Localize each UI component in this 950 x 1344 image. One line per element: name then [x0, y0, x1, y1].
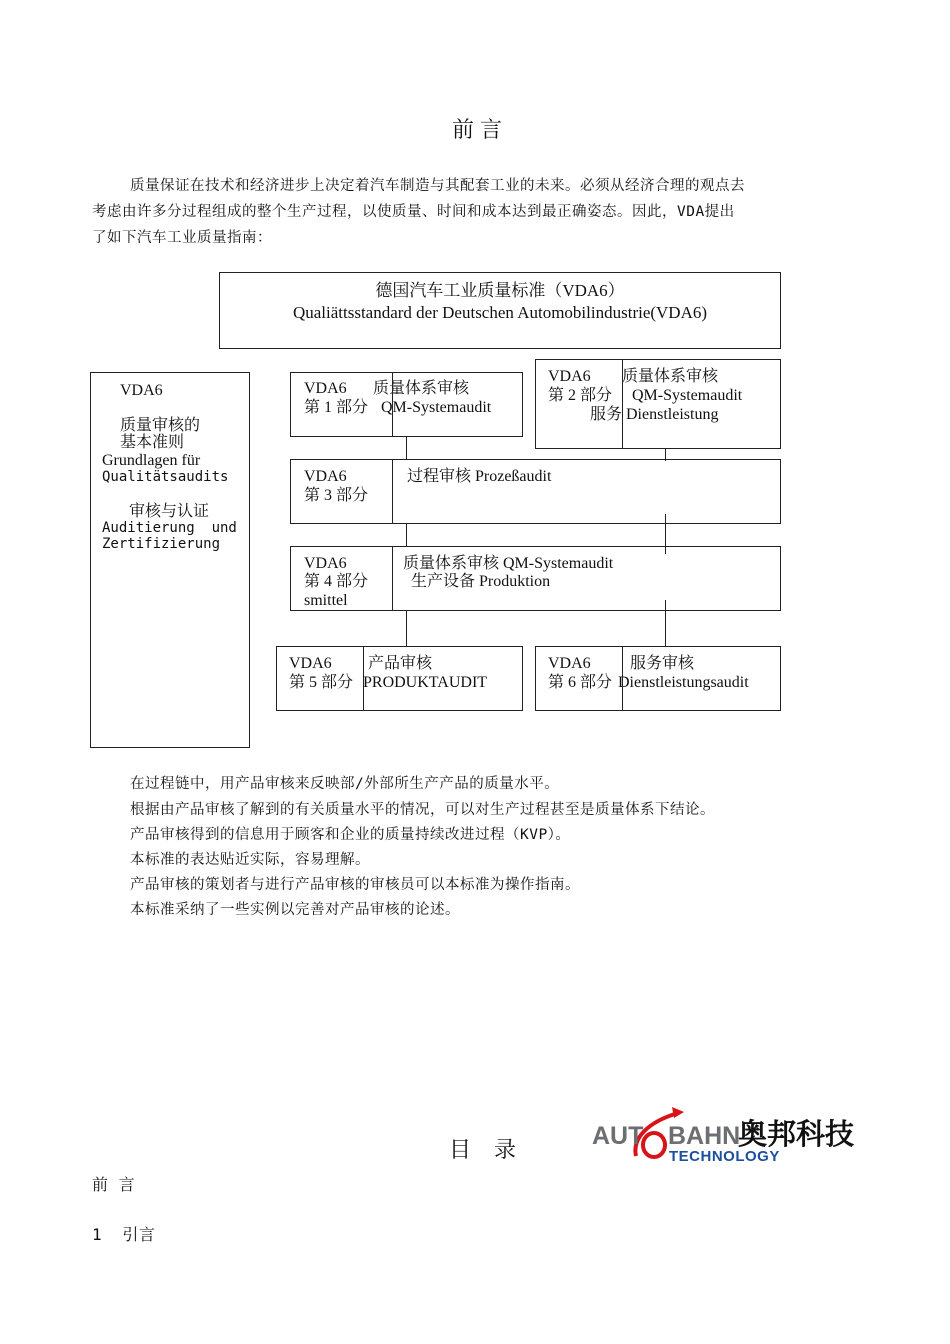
part5-part: 第 5 部分	[289, 674, 354, 691]
toc-item-preface[interactable]: 前 言	[92, 1175, 136, 1194]
part5-zh: 产品审核	[368, 655, 433, 672]
top-box-chinese: 德国汽车工业质量标准（VDA6）	[375, 281, 625, 300]
vda6-part3-box	[290, 459, 781, 524]
part1-zh: 质量体系审核	[373, 380, 470, 397]
part2-zh: 质量体系审核	[622, 368, 719, 385]
vda6-part5-box	[276, 646, 523, 711]
toc-title: 目 录	[449, 1138, 524, 1163]
statement-6: 本标准采纳了一些实例以完善对产品审核的论述。	[130, 902, 460, 918]
logo-word-right: BAHN	[668, 1122, 741, 1150]
left-box-zh-1: 质量审核的	[120, 417, 201, 434]
part2-de: QM-Systemaudit	[632, 387, 743, 404]
intro-line-2: 考虑由许多分过程组成的整个生产过程，以使质量、时间和成本达到最正确姿态。因此，VDA提出	[92, 204, 735, 220]
part4-line2: 生产设备 Produktion	[411, 573, 551, 590]
vda6-part2-box	[535, 359, 781, 449]
preface-title: 前言	[452, 118, 509, 143]
part1-code: VDA6	[304, 380, 347, 397]
top-box-german: Qualiättsstandard der Deutschen Automobilindustrie(VDA6)	[292, 303, 708, 322]
part2-de2: Dienstleistung	[626, 406, 719, 423]
connector-line	[406, 524, 407, 546]
part5-de: PRODUKTAUDIT	[363, 674, 488, 691]
left-box-code: VDA6	[120, 382, 163, 399]
vda6-part1-box	[290, 372, 523, 437]
part3-part: 第 3 部分	[304, 487, 369, 504]
statement-2: 根据由产品审核了解到的有关质量水平的情况，可以对生产过程甚至是质量体系下结论。	[130, 802, 715, 818]
part6-zh: 服务审核	[630, 655, 695, 672]
statement-3: 产品审核得到的信息用于顾客和企业的质量持续改进过程（KVP）。	[130, 827, 571, 843]
part4-line1: 质量体系审核 QM-Systemaudit	[403, 555, 614, 572]
statement-5: 产品审核的策划者与进行产品审核的审核员可以本标准为操作指南。	[130, 877, 580, 893]
intro-line-3: 了如下汽车工业质量指南：	[92, 230, 272, 246]
connector-line	[406, 437, 407, 459]
connector-line	[665, 449, 666, 461]
intro-line-1: 质量保证在技术和经济进步上决定着汽车制造与其配套工业的未来。必须从经济合理的观点去	[130, 178, 745, 194]
left-box-de-2: Qualitätsaudits	[102, 469, 229, 485]
part6-de: Dienstleistungsaudit	[618, 674, 749, 691]
logo-chinese-name: 奥邦科技	[738, 1117, 855, 1151]
left-box-de-4: Zertifizierung	[102, 536, 221, 552]
part2-zh2: 服务	[590, 406, 623, 423]
part3-code: VDA6	[304, 468, 347, 485]
part2-code: VDA6	[548, 368, 591, 385]
part4-part: 第 4 部分	[304, 573, 369, 590]
vda6-part4-box	[290, 546, 781, 611]
connector-line	[665, 514, 666, 554]
part2-part: 第 2 部分	[548, 387, 613, 404]
toc-item-introduction[interactable]: 1 引言	[92, 1225, 156, 1244]
logo-word-left: AUT	[592, 1122, 644, 1150]
part3-text: 过程审核 Prozeßaudit	[407, 468, 552, 485]
left-box-zh-2: 基本准则	[120, 434, 185, 451]
part6-part: 第 6 部分	[548, 674, 613, 691]
part6-code: VDA6	[548, 655, 591, 672]
statement-1: 在过程链中，用产品审核来反映部/外部所生产产品的质量水平。	[130, 776, 560, 792]
autobahn-logo	[592, 1104, 867, 1166]
connector-line	[406, 611, 407, 646]
left-box-de-1: Grundlagen für	[102, 452, 201, 469]
vda6-part6-box	[535, 646, 781, 711]
vda6-top-box	[219, 272, 781, 349]
statement-4: 本标准的表达贴近实际，容易理解。	[130, 852, 370, 868]
part4-code: VDA6	[304, 555, 347, 572]
left-box-zh-3: 审核与认证	[129, 503, 210, 520]
part5-code: VDA6	[289, 655, 332, 672]
part1-part: 第 1 部分	[304, 399, 369, 416]
logo-subtitle: TECHNOLOGY	[669, 1148, 780, 1165]
left-box-de-3: Auditierung und	[102, 520, 237, 536]
connector-line	[665, 600, 666, 646]
vda6-fundamentals-box	[90, 372, 250, 748]
part1-de: QM-Systemaudit	[381, 399, 492, 416]
part4-cut-text: smittel	[304, 592, 348, 605]
